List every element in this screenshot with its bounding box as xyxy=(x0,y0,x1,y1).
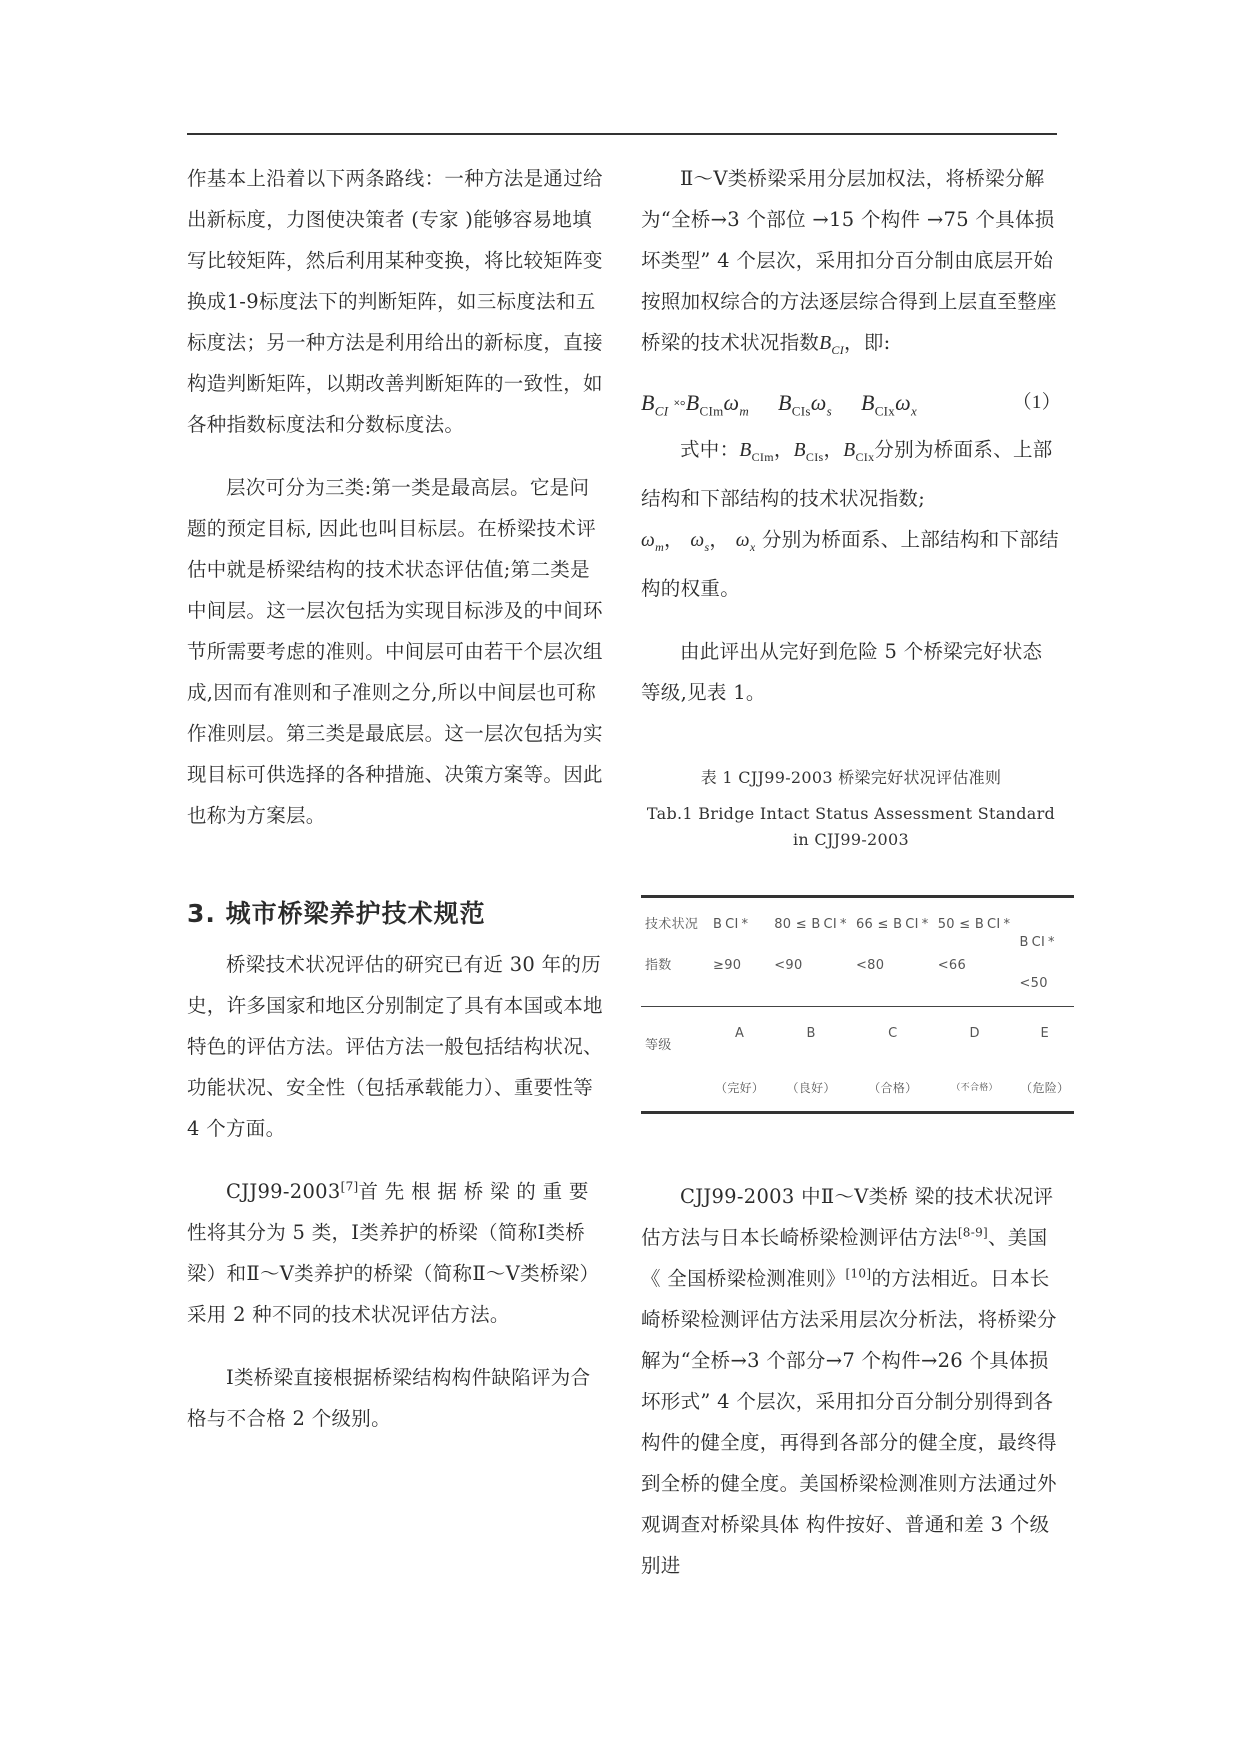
table-caption-en-2: in CJJ99-2003 xyxy=(793,829,909,849)
symbol-subscript: CIs xyxy=(805,449,824,464)
table-cell: B CI * ≥90 xyxy=(709,896,770,1006)
formula-weight: ω xyxy=(895,389,911,415)
table-cell: 技术状况指数 xyxy=(641,896,709,1006)
equation-number: （1） xyxy=(1012,391,1061,413)
grade-name: （危险） xyxy=(1020,1080,1070,1095)
assessment-table xyxy=(641,895,1074,1114)
symbol-subscript: CIx xyxy=(855,449,875,464)
grade-letter: E xyxy=(1040,1025,1049,1041)
formula-weight: ω xyxy=(810,389,827,415)
omega-s-symbol xyxy=(690,529,710,554)
formula-1 xyxy=(641,377,1061,429)
bcix-symbol xyxy=(843,439,875,464)
right-paragraph-2: 式中：$B_{CIm}$，$B_{CIs}$，$B_{CIx}$分别为桥面系、上部结构和下部结构的技术状况指数; $\omega_m$， $\omega_s$， $\omega_x$ 分别为桥面系、上部结构和下部结构的权重。 xyxy=(641,437,1059,600)
table-caption-cn: 表 1 CJJ99-2003 桥梁完好状况评估准则 xyxy=(700,767,1002,787)
header-rule xyxy=(187,133,1057,135)
bcim-symbol xyxy=(739,439,774,464)
citation: [10] xyxy=(845,1266,872,1281)
citation: [7] xyxy=(340,1179,359,1194)
symbol-b: B xyxy=(793,439,806,461)
symbol-b: B xyxy=(843,439,856,461)
paragraph-text: 式中： xyxy=(680,437,740,461)
paragraph-text: ，即: xyxy=(844,331,891,354)
table-cell: 等级 xyxy=(641,1006,709,1112)
left-paragraph-4 xyxy=(187,1171,607,1335)
symbol-subscript: m xyxy=(655,539,665,554)
grade-name: （不合格） xyxy=(951,1082,998,1093)
left-paragraph-1: 作基本上沿着以下两条路线：一种方法是通过给出新标度，力图使决策者 (专家 )能够容易地填写比较矩阵，然后利用某种变换，将比较矩阵变换成1-9标度法下的判断矩阵，如三标度法和五标度法；另一种方法是利用给出的新标度，直接构造判断矩阵，以期改善判断矩阵的一致性，如各种指数标度法和分数标度法。 xyxy=(187,167,603,436)
paragraph-text: 、美国《 全国桥梁检测准则》 xyxy=(641,1225,1048,1290)
symbol-b: B xyxy=(819,333,832,354)
right-paragraph-4 xyxy=(641,1176,1061,1586)
formula-weight-sub: s xyxy=(826,403,832,419)
formula-term: B xyxy=(778,389,792,415)
paragraph-text: 首 先 根 据 桥 梁 的 重 要性将其分为 5 类，Ⅰ类养护的桥梁（简称Ⅰ类桥梁）和Ⅱ～Ⅴ类养护的桥梁（简称Ⅱ～Ⅴ类桥梁）采用 2 种不同的技术状况评估方法。 xyxy=(187,1180,600,1326)
formula-lhs: B xyxy=(641,389,655,415)
omega-x-symbol xyxy=(735,529,756,554)
table-cell xyxy=(770,1006,852,1112)
grade-name: （合格） xyxy=(868,1080,918,1095)
formula-term-sub: CIm xyxy=(699,403,724,419)
table-cell: B CI *<50 xyxy=(1015,896,1074,1006)
left-paragraph-5: Ⅰ类桥梁直接根据桥梁结构构件缺陷评为合格与不合格 2 个级别。 xyxy=(187,1366,591,1430)
formula-weight-sub: m xyxy=(739,403,750,419)
symbol-omega: ω xyxy=(735,529,750,551)
right-paragraph-1 xyxy=(641,158,1061,371)
symbol-omega: ω xyxy=(641,529,656,551)
citation: [8-9] xyxy=(957,1225,988,1240)
formula-term: B xyxy=(685,389,700,415)
symbol-b: B xyxy=(739,439,752,461)
formula-term-sub: CIs xyxy=(791,403,811,419)
paragraph-text: Ⅱ～Ⅴ类桥梁采用分层加权法，将桥梁分解为“全桥→3 个部位 →15 个构件 →75 个具体损坏类型” 4 个层次，采用扣分百分制由底层开始按照加权综合的方法逐层综合得到上层直至整座桥梁的技术状况指数 xyxy=(641,167,1057,354)
table-caption-en-1: Tab.1 Bridge Intact Status Assessment Standard xyxy=(646,803,1056,823)
left-paragraph-2: 层次可分为三类:第一类是最高层。它是问题的预定目标, 因此也叫目标层。在桥梁技术评估中就是桥梁结构的技术状态评估值;第二类是中间层。这一层次包括为实现目标涉及的中间环节所需要考虑的准则。中间层可由若干个层次组成,因而有准则和子准则之分,所以中间层也可称作准则层。第三类是最底层。这一层次包括为实现目标可供选择的各种措施、决策方案等。因此也称为方案层。 xyxy=(187,476,603,827)
table-cell: 80 ≤ B CI *<90 xyxy=(770,896,852,1006)
formula-term: B xyxy=(860,389,875,415)
symbol-subscript: x xyxy=(749,539,756,554)
grade-letter: C xyxy=(888,1025,898,1041)
paragraph-text: 分别为桥面系、上部结构和下部结构的技术状况指数; xyxy=(641,437,1053,510)
omega-m-symbol xyxy=(641,529,665,554)
bci-symbol xyxy=(819,333,845,357)
paragraph-text: CJJ99-2003 中Ⅱ～Ⅴ类桥 梁的技术状况评估方法与日本长崎桥梁检测评估方法 xyxy=(641,1184,1054,1249)
formula-weight-sub: x xyxy=(910,403,918,419)
grade-letter: B xyxy=(806,1025,816,1041)
table-cell: 66 ≤ B CI *<80 xyxy=(852,896,934,1006)
table-cell xyxy=(852,1006,934,1112)
right-column xyxy=(641,158,1070,1586)
table-cell: 50 ≤ B CI *<66 xyxy=(934,896,1016,1006)
table-cell xyxy=(709,1006,770,1112)
section-heading: 3. 城市桥梁养护技术规范 xyxy=(187,899,486,928)
formula-lhs-sub: CI xyxy=(654,403,669,419)
symbol-subscript: s xyxy=(704,539,710,554)
right-paragraph-3: 由此评出从完好到危险 5 个桥梁完好状态等级,见表 1。 xyxy=(641,639,1043,704)
bcis-symbol xyxy=(793,439,824,464)
grade-letter: D xyxy=(969,1025,980,1041)
table-row xyxy=(641,896,1074,1006)
symbol-subscript: CI xyxy=(831,342,845,357)
left-column xyxy=(187,158,607,1439)
symbol-omega: ω xyxy=(690,529,705,551)
standard-code: CJJ99-2003 xyxy=(226,1180,341,1203)
left-paragraph-3: 桥梁技术状况评估的研究已有近 30 年的历史，许多国家和地区分别制定了具有本国或本地特色的评估方法。评估方法一般包括结构状况、功能状况、安全性（包括承载能力）、重要性等 4 个方面。 xyxy=(187,953,603,1140)
symbol-subscript: CIm xyxy=(751,449,774,464)
paragraph-text: 分别为桥面系、上部结构和下部结构的权重。 xyxy=(641,527,1059,600)
formula-weight: ω xyxy=(723,389,740,415)
paragraph-text: 的方法相近。日本长崎桥梁检测评估方法采用层次分析法，将桥梁分解为“全桥→3 个部分→7 个构件→26 个具体损坏形式” 4 个层次，采用扣分百分制分别得到各构件的健全度，再得到各部分的健全度，最终得到全桥的健全度。美国桥梁检测准则方法通过外观调查对桥梁具体 构件按好、普通和差 3 个级别进 xyxy=(641,1266,1057,1577)
formula-term-sub: CIx xyxy=(874,403,896,419)
grade-letter: A xyxy=(735,1025,745,1041)
grade-name: （完好） xyxy=(715,1080,765,1095)
table-cell xyxy=(1015,1006,1074,1112)
table-cell xyxy=(934,1006,1016,1112)
table-row xyxy=(641,1006,1074,1112)
grade-name: （良好） xyxy=(786,1080,836,1095)
formula-operator: ˟° xyxy=(674,398,686,414)
